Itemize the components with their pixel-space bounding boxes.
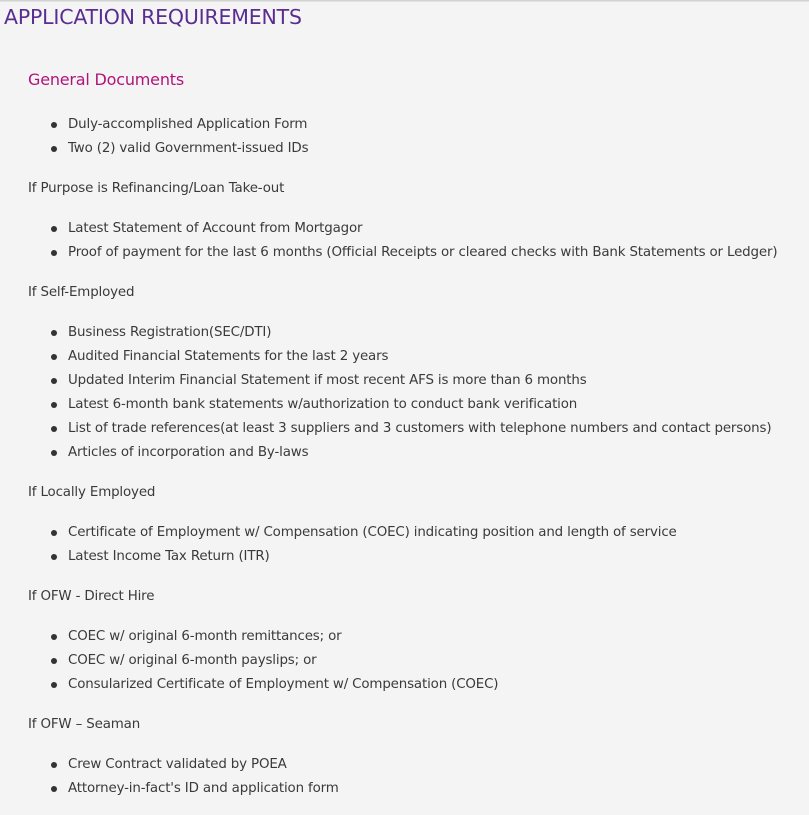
list-item <box>28 649 803 673</box>
list-item-text: Articles of incorporation and By-laws <box>68 445 309 460</box>
bullet-icon <box>51 402 57 408</box>
list-item-text: Audited Financial Statements for the last 2 years <box>68 349 389 364</box>
ofw-seaman-list <box>28 753 803 801</box>
list-item <box>28 777 803 801</box>
bullet-icon <box>51 146 57 152</box>
condition-label-refinancing: If Purpose is Refinancing/Loan Take-out <box>28 181 285 196</box>
list-item-text: Latest Income Tax Return (ITR) <box>68 549 270 564</box>
top-divider <box>0 0 809 2</box>
list-item <box>28 393 803 417</box>
ofw-direct-hire-list <box>28 625 803 697</box>
list-item-text: Crew Contract validated by POEA <box>68 757 287 772</box>
bullet-icon <box>51 354 57 360</box>
list-item <box>28 673 803 697</box>
list-item-text: Updated Interim Financial Statement if most recent AFS is more than 6 months <box>68 373 587 388</box>
list-item <box>28 753 803 777</box>
list-item <box>28 113 803 137</box>
section-heading-general-documents: General Documents <box>28 70 184 89</box>
list-item <box>28 137 803 161</box>
bullet-icon <box>51 250 57 256</box>
bullet-icon <box>51 554 57 560</box>
list-item-text: Certificate of Employment w/ Compensation (COEC) indicating position and length of service <box>68 525 677 540</box>
bullet-icon <box>51 122 57 128</box>
bullet-icon <box>51 378 57 384</box>
list-item-text: Latest Statement of Account from Mortgagor <box>68 221 363 236</box>
list-item-text: COEC w/ original 6-month remittances; or <box>68 629 342 644</box>
locally-employed-list <box>28 521 803 569</box>
list-item <box>28 369 803 393</box>
condition-label-locally-employed: If Locally Employed <box>28 485 156 500</box>
list-item <box>28 625 803 649</box>
list-item-text: Business Registration(SEC/DTI) <box>68 325 272 340</box>
bullet-icon <box>51 530 57 536</box>
bullet-icon <box>51 226 57 232</box>
bullet-icon <box>51 786 57 792</box>
bullet-icon <box>51 762 57 768</box>
list-item-text: List of trade references(at least 3 suppliers and 3 customers with telephone numbers and contact persons) <box>68 421 772 436</box>
page-title: APPLICATION REQUIREMENTS <box>4 5 302 29</box>
bullet-icon <box>51 426 57 432</box>
list-item <box>28 521 803 545</box>
condition-label-ofw-seaman: If OFW – Seaman <box>28 717 141 732</box>
condition-label-self-employed: If Self-Employed <box>28 285 135 300</box>
bullet-icon <box>51 330 57 336</box>
list-item <box>28 241 803 265</box>
list-item <box>28 417 803 441</box>
bullet-icon <box>51 658 57 664</box>
condition-label-ofw-direct-hire: If OFW - Direct Hire <box>28 589 155 604</box>
bullet-icon <box>51 682 57 688</box>
list-item <box>28 321 803 345</box>
list-item-text: Consularized Certificate of Employment w/ Compensation (COEC) <box>68 677 499 692</box>
requirements-content <box>28 67 803 801</box>
bullet-icon <box>51 634 57 640</box>
list-item-text: Attorney-in-fact's ID and application form <box>68 781 339 796</box>
list-item <box>28 545 803 569</box>
list-item-text: Two (2) valid Government-issued IDs <box>68 141 309 156</box>
general-documents-list <box>28 113 803 161</box>
bullet-icon <box>51 450 57 456</box>
list-item <box>28 217 803 241</box>
list-item-text: COEC w/ original 6-month payslips; or <box>68 653 317 668</box>
refinancing-list <box>28 217 803 265</box>
list-item <box>28 345 803 369</box>
self-employed-list <box>28 321 803 465</box>
list-item-text: Duly-accomplished Application Form <box>68 117 308 132</box>
list-item-text: Latest 6-month bank statements w/authorization to conduct bank verification <box>68 397 578 412</box>
list-item <box>28 441 803 465</box>
list-item-text: Proof of payment for the last 6 months (Official Receipts or cleared checks with Bank Statements or Ledger) <box>68 245 778 260</box>
